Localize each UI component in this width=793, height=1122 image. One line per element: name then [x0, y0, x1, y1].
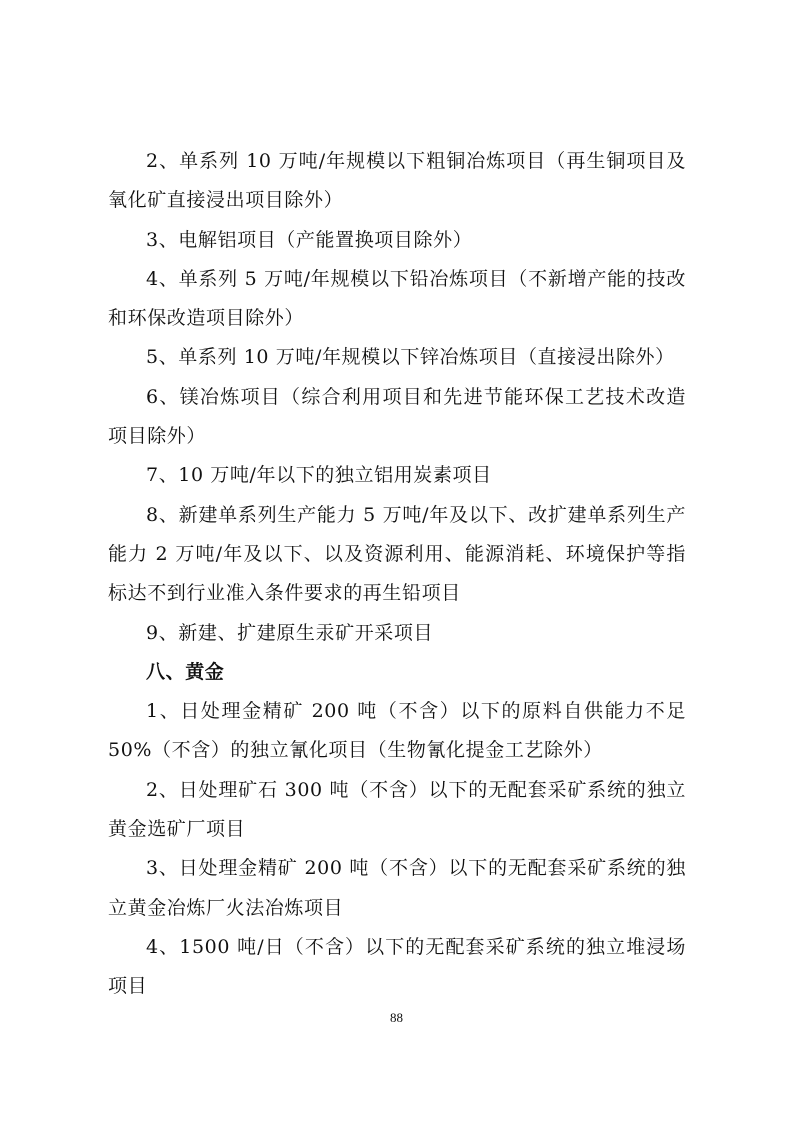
list-item: 8、新建单系列生产能力 5 万吨/年及以下、改扩建单系列生产能力 2 万吨/年及以下、以及资源利用、能源消耗、环境保护等指标达不到行业准入条件要求的再生铅项目: [108, 503, 686, 605]
list-item: 2、单系列 10 万吨/年规模以下粗铜冶炼项目（再生铜项目及氧化矿直接浸出项目除外）: [108, 150, 686, 212]
list-item: 3、电解铝项目（产能置换项目除外）: [146, 228, 473, 251]
list-item: 7、10 万吨/年以下的独立铝用炭素项目: [146, 464, 492, 487]
list-item: 4、单系列 5 万吨/年规模以下铅冶炼项目（不新增产能的技改和环保改造项目除外）: [108, 267, 686, 330]
page-number: 88: [390, 1010, 403, 1025]
list-item: 6、镁冶炼项目（综合利用项目和先进节能环保工艺技术改造项目除外）: [108, 385, 686, 448]
gold-list-item: 1、日处理金精矿 200 吨（不含）以下的原料自供能力不足 50%（不含）的独立氰化项目（生物氰化提金工艺除外）: [108, 700, 686, 762]
section-heading: 八、黄金: [146, 660, 225, 683]
list-item: 5、单系列 10 万吨/年规模以下锌冶炼项目（直接浸出除外）: [146, 346, 675, 369]
page-content: [108, 142, 686, 1007]
gold-list-item: 2、日处理矿石 300 吨（不含）以下的无配套采矿系统的独立黄金选矿厂项目: [108, 778, 686, 841]
list-item: 9、新建、扩建原生汞矿开采项目: [146, 621, 434, 644]
gold-list-item: 3、日处理金精矿 200 吨（不含）以下的无配套采矿系统的独立黄金冶炼厂火法冶炼项目: [108, 857, 686, 919]
gold-list-item: 4、1500 吨/日（不含）以下的无配套采矿系统的独立堆浸场项目: [108, 935, 686, 998]
